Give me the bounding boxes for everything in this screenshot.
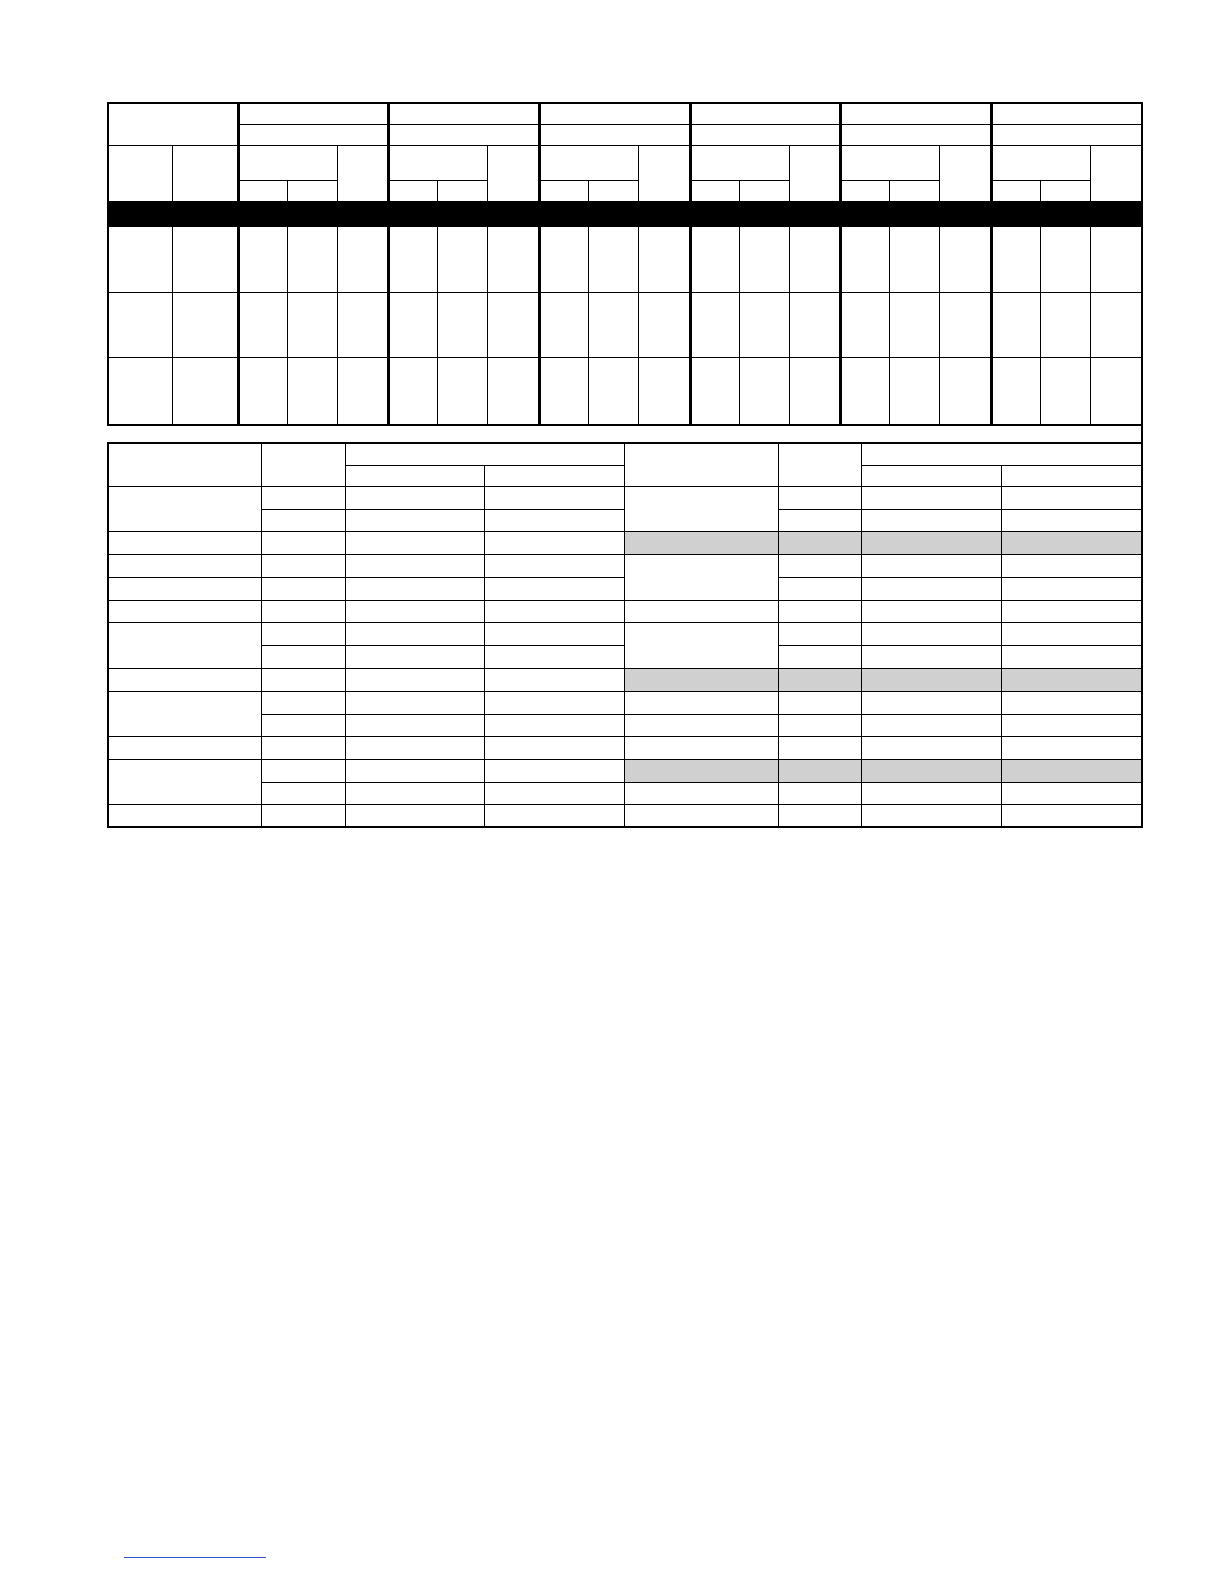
row-line-c1-4 — [107, 577, 261, 578]
row-line-c6to8-3 — [778, 554, 1141, 555]
row-line-c6to8-2 — [778, 531, 1141, 532]
lower-left-border — [107, 442, 109, 828]
group-separator-4 — [689, 102, 692, 424]
shaded-cell-2 — [624, 668, 1141, 691]
lower-body-vline-5 — [778, 486, 779, 826]
data-divider-b-6 — [1090, 227, 1091, 424]
left-col-divider-header — [172, 145, 173, 201]
subheader-divider-3 — [588, 180, 589, 201]
data-divider-b-3 — [638, 227, 639, 424]
lower-right-border — [1141, 442, 1143, 828]
lower-body-vline-3 — [484, 486, 485, 826]
row-line-c5-6 — [624, 622, 778, 623]
group-separator-2 — [387, 102, 390, 424]
data-divider-a-3 — [588, 227, 589, 424]
lower-header-sub-right — [1001, 465, 1002, 486]
subheader-divider-4 — [739, 180, 740, 201]
data-divider-b-1 — [337, 227, 338, 424]
left-col-divider-data — [172, 227, 173, 424]
data-divider-b-4 — [789, 227, 790, 424]
row-line-c6to8-4 — [778, 577, 1141, 578]
row-line-c6to8-7 — [778, 645, 1141, 646]
upper-bottom-line — [107, 424, 1142, 426]
row-line-c1-14 — [107, 804, 261, 805]
lower-bottom-border — [107, 826, 1142, 828]
row-line-c6to8-5 — [778, 600, 1141, 601]
group-separator-3 — [538, 102, 541, 424]
data-divider-a-4 — [739, 227, 740, 424]
row-line-c5-12 — [624, 759, 778, 760]
row-line-c2to4-6 — [261, 622, 624, 623]
row-line-c2to4-14 — [261, 804, 624, 805]
lower-header-vline-5 — [861, 442, 862, 486]
header-line-1 — [237, 124, 1141, 125]
header-line-2 — [107, 145, 1141, 146]
row-line-c6to8-9 — [778, 691, 1141, 692]
row-line-c6to8-1 — [778, 509, 1141, 510]
shaded-cell-1 — [624, 531, 1141, 554]
row-line-c1-2 — [107, 531, 261, 532]
group-separator-5 — [839, 102, 842, 424]
row-line-c1-11 — [107, 736, 261, 737]
group-separator-6 — [990, 102, 993, 424]
data-divider-a-1 — [287, 227, 288, 424]
upper-right-border — [1141, 102, 1143, 444]
footer-link-underline — [124, 1557, 266, 1558]
row-line-c6to8-8 — [778, 668, 1141, 669]
group-header-divider-5 — [939, 145, 940, 201]
row-line-c2to4-2 — [261, 531, 624, 532]
row-line-c6to8-10 — [778, 714, 1141, 715]
shaded-cell-3 — [624, 759, 1141, 782]
row-line-c2to4-5 — [261, 600, 624, 601]
lower-body-vline-4 — [624, 486, 625, 826]
row-line-c1-9 — [107, 691, 261, 692]
row-line-c2to4-9 — [261, 691, 624, 692]
row-line-c2to4-3 — [261, 554, 624, 555]
row-line-c6to8-14 — [778, 804, 1141, 805]
row-line-c5-5 — [624, 600, 778, 601]
row-line-c2to4-12 — [261, 759, 624, 760]
row-line-c2to4-11 — [261, 736, 624, 737]
subheader-divider-2 — [437, 180, 438, 201]
row-line-c5-14 — [624, 804, 778, 805]
row-line-c1-6 — [107, 622, 261, 623]
group-header-divider-3 — [638, 145, 639, 201]
lower-header-vline-1 — [261, 442, 262, 486]
group-header-divider-6 — [1090, 145, 1091, 201]
lower-body-vline-6 — [861, 486, 862, 826]
subheader-divider-6 — [1040, 180, 1041, 201]
upper-top-border — [107, 102, 1142, 104]
row-line-c5-11 — [624, 736, 778, 737]
row-line-c5-9 — [624, 691, 778, 692]
group-separator-1 — [237, 102, 240, 424]
row-line-c2to4-1 — [261, 509, 624, 510]
data-divider-b-5 — [939, 227, 940, 424]
lower-header-vline-4 — [778, 442, 779, 486]
data-divider-a-2 — [437, 227, 438, 424]
row-line-c6to8-11 — [778, 736, 1141, 737]
data-divider-a-5 — [889, 227, 890, 424]
row-line-c1-5 — [107, 600, 261, 601]
row-line-c1-8 — [107, 668, 261, 669]
subheader-divider-5 — [889, 180, 890, 201]
group-header-divider-4 — [789, 145, 790, 201]
row-line-c5-3 — [624, 554, 778, 555]
group-header-divider-2 — [487, 145, 488, 201]
lower-body-vline-2 — [345, 486, 346, 826]
row-line-c6to8-13 — [778, 782, 1141, 783]
lower-body-vline-1 — [261, 486, 262, 826]
row-line-c2to4-7 — [261, 645, 624, 646]
row-line-c6to8-6 — [778, 622, 1141, 623]
row-line-c2to4-10 — [261, 714, 624, 715]
subheader-divider-1 — [287, 180, 288, 201]
lower-header-sub-left — [484, 465, 485, 486]
data-row-line-1 — [107, 292, 1141, 293]
row-line-c2to4-13 — [261, 782, 624, 783]
lower-header-vline-2 — [345, 442, 346, 486]
row-line-c5-8 — [624, 668, 778, 669]
black-section-bar — [107, 201, 1142, 227]
upper-left-border — [107, 102, 109, 424]
lower-body-vline-7 — [1001, 486, 1002, 826]
row-line-c1-3 — [107, 554, 261, 555]
row-line-c2to4-4 — [261, 577, 624, 578]
lower-header-vline-3 — [624, 442, 625, 486]
row-line-c5-2 — [624, 531, 778, 532]
data-divider-b-2 — [487, 227, 488, 424]
row-line-c2to4-8 — [261, 668, 624, 669]
row-line-c5-13 — [624, 782, 778, 783]
row-line-c6to8-12 — [778, 759, 1141, 760]
group-header-divider-1 — [337, 145, 338, 201]
data-divider-a-6 — [1040, 227, 1041, 424]
data-row-line-2 — [107, 357, 1141, 358]
row-line-c1-12 — [107, 759, 261, 760]
row-line-c5-10 — [624, 714, 778, 715]
